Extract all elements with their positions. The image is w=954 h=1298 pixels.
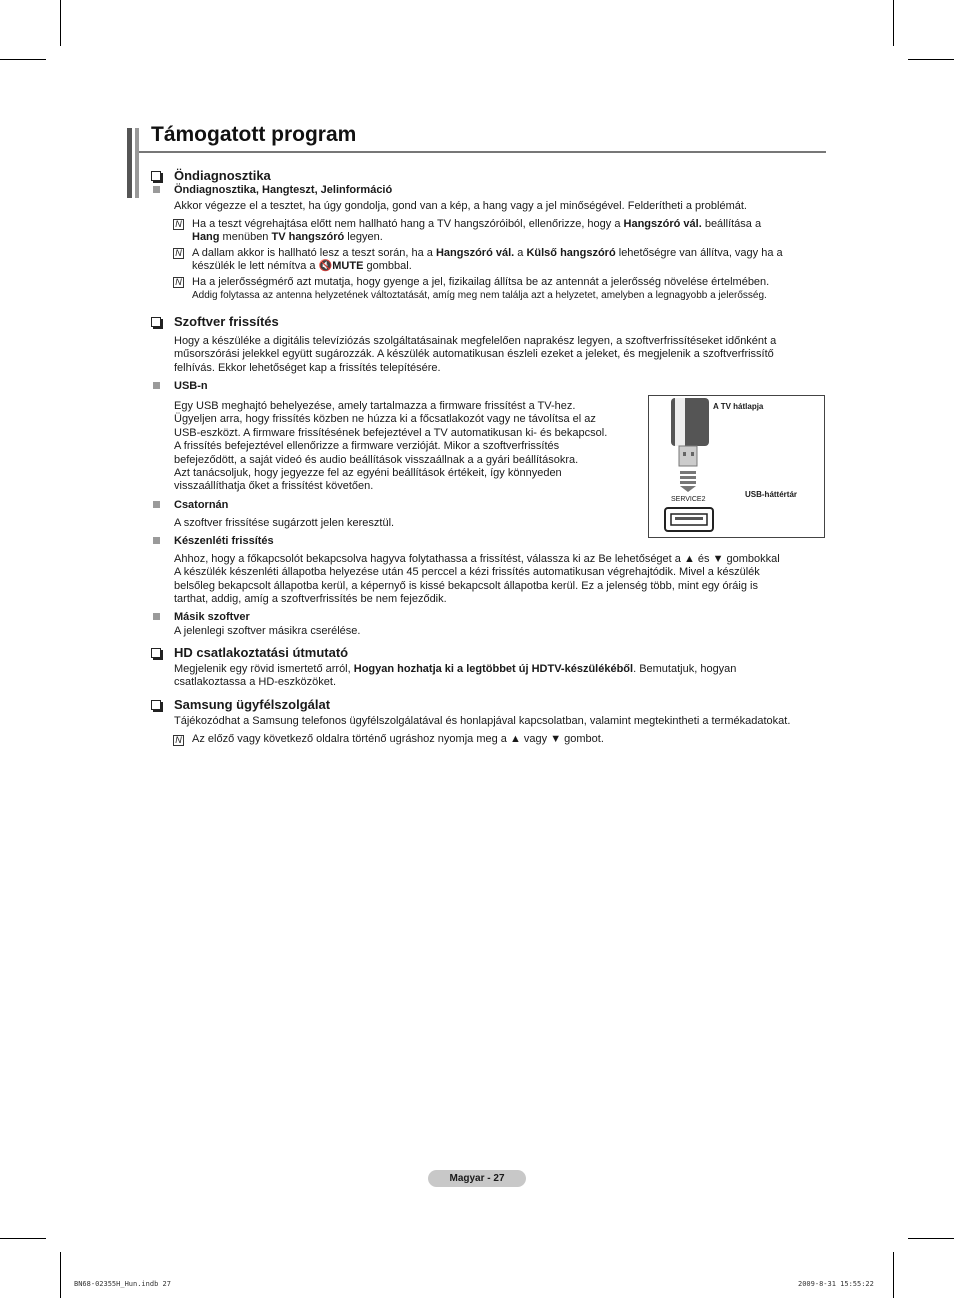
paragraph: Tájékozódhat a Samsung telefonos ügyfélszolgálatával és honlapjával kapcsolatban, valamint megtekintheti a termékadatokat. [174,715,791,727]
crop-mark [60,1252,61,1298]
bullet-square-icon [153,501,160,508]
note-icon: N [173,735,184,746]
print-timestamp: 2009-8-31 15:55:22 [798,1280,874,1288]
section-heading-support: Samsung ügyfélszolgálat [174,697,331,712]
paragraph: Akkor végezze el a tesztet, ha úgy gondolja, gond van a kép, a hang vagy a jel minőségével. Felderítheti a problémát. [174,200,747,212]
crop-mark [908,1238,954,1239]
paragraph: Megjelenik egy rövid ismertető arról, Hogyan hozhatja ki a legtöbbet új HDTV-készülékéből. Bemutatjuk, hogyan csatlakoztassa a HD-eszközöket. [174,663,737,689]
crop-mark [0,59,46,60]
section-heading-software-update: Szoftver frissítés [174,314,279,329]
title-rule [139,151,826,153]
paragraph: Egy USB meghajtó behelyezése, amely tartalmazza a firmware frissítést a TV-hez. Ügyeljen arra, hogy frissítés közben ne húzza ki a főcsatlakozót vagy ne távolítsa el az USB-eszközt. A firmware frissítésének befejeztével a TV automatikusan ki- és bekapcsol. A frissítés befejeztével ellenőrizze a firmware verzióját. Mikor a szoftverfrissítés befejeződött, a saját videó és audio beállítások visszaállnak a a gyári beállításokra. Azt tanácsoljuk, hogy jegyezze fel az egyéni beállítások értékeit, így könnyeden visszaállíthatja őket a frissítést követően. [174,400,608,493]
bullet-square-icon [153,186,160,193]
checkbox-icon [151,317,161,327]
file-info: BN68-02355H_Hun.indb 27 [74,1280,171,1288]
page-title: Támogatott program [151,123,357,146]
paragraph: A jelenlegi szoftver másikra cserélése. [174,625,361,637]
crop-mark [893,0,894,46]
bullet-square-icon [153,613,160,620]
bullet-square-icon [153,537,160,544]
subheading-self-diagnosis: Öndiagnosztika, Hangteszt, Jelinformáció [174,184,393,196]
section-heading-hd-guide: HD csatlakoztatási útmutató [174,645,349,660]
figure-label-tv-back: A TV hátlapja [713,402,764,411]
checkbox-icon [151,700,161,710]
mute-icon: 🔇 [318,260,333,273]
page-number-label: Magyar - 27 [428,1170,526,1187]
paragraph: Hogy a készüléke a digitális televíziózás szolgáltatásainak megfelelően naprakész legyen, a szoftverfrissítéseket időnként a műsorszórási jelekkel együtt sugározzák. A készülék automatikusan észleli ezeket a jeleket, és megjelenik a szoftverfrissítő felhívás. Ekkor lehetőséget kap a frissítés telepítésére. [174,335,777,374]
note-icon: N [173,219,184,230]
usb-connection-figure [648,395,825,538]
usb-drive-illustration [649,396,824,537]
crop-mark [60,0,61,46]
paragraph: A szoftver frissítése sugárzott jelen keresztül. [174,517,395,529]
note-text: Ha a teszt végrehajtása előtt nem hallható hang a TV hangszóróiból, ellenőrizze, hogy a Hangszóró vál. beállítása a Hang menüben TV hangszóró legyen. [192,218,762,244]
subheading-standby-update: Készenléti frissítés [174,535,274,547]
title-accent-bar [135,128,139,198]
checkbox-icon [151,171,161,181]
subheading-channel: Csatornán [174,499,229,511]
crop-mark [908,59,954,60]
note-text: Ha a jelerősségmérő azt mutatja, hogy gyenge a jel, fizikailag állítsa be az antennát a jelerősség növelése értelmében. Addig folytassa az antenna helyzetének változtatását, amíg meg nem találja azt a helyzetet, amelyben a legnagyobb a jelerősség. [192,276,770,302]
crop-mark [893,1252,894,1298]
title-accent-bar [127,128,132,198]
figure-label-usb-storage: USB-háttértár [745,490,798,499]
note-text: Az előző vagy következő oldalra történő ugráshoz nyomja meg a ▲ vagy ▼ gombot. [192,733,604,745]
bullet-square-icon [153,382,160,389]
subheading-usb: USB-n [174,380,208,392]
figure-label-port: SERVICE2 [671,496,706,503]
note-icon: N [173,277,184,288]
crop-mark [0,1238,46,1239]
paragraph: Ahhoz, hogy a főkapcsolót bekapcsolva hagyva folytathassa a frissítést, válassza ki az Be lehetőséget a ▲ és ▼ gombokkal A készülék készenléti állapotba helyezése után 45 perccel a kézi frissítés automatikusan végrehajtódik. Mivel a készülék belsőleg bekapcsolt állapotba kerül, a képernyő is kissé bekapcsolt állapotba kerül. Ez a jelenség több, mint egy óráig is tarthat, addig, amíg a szoftverfrissítés be nem fejeződik. [174,553,780,606]
note-icon: N [173,248,184,259]
checkbox-icon [151,648,161,658]
subheading-alternative-software: Másik szoftver [174,611,250,623]
section-heading-self-diagnosis: Öndiagnosztika [174,168,271,183]
note-text: A dallam akkor is hallható lesz a teszt során, ha a Hangszóró vál. a Külső hangszóró lehetőségre van állítva, vagy ha a készülék le lett némítva a 🔇MUTE gombbal. [192,247,783,273]
